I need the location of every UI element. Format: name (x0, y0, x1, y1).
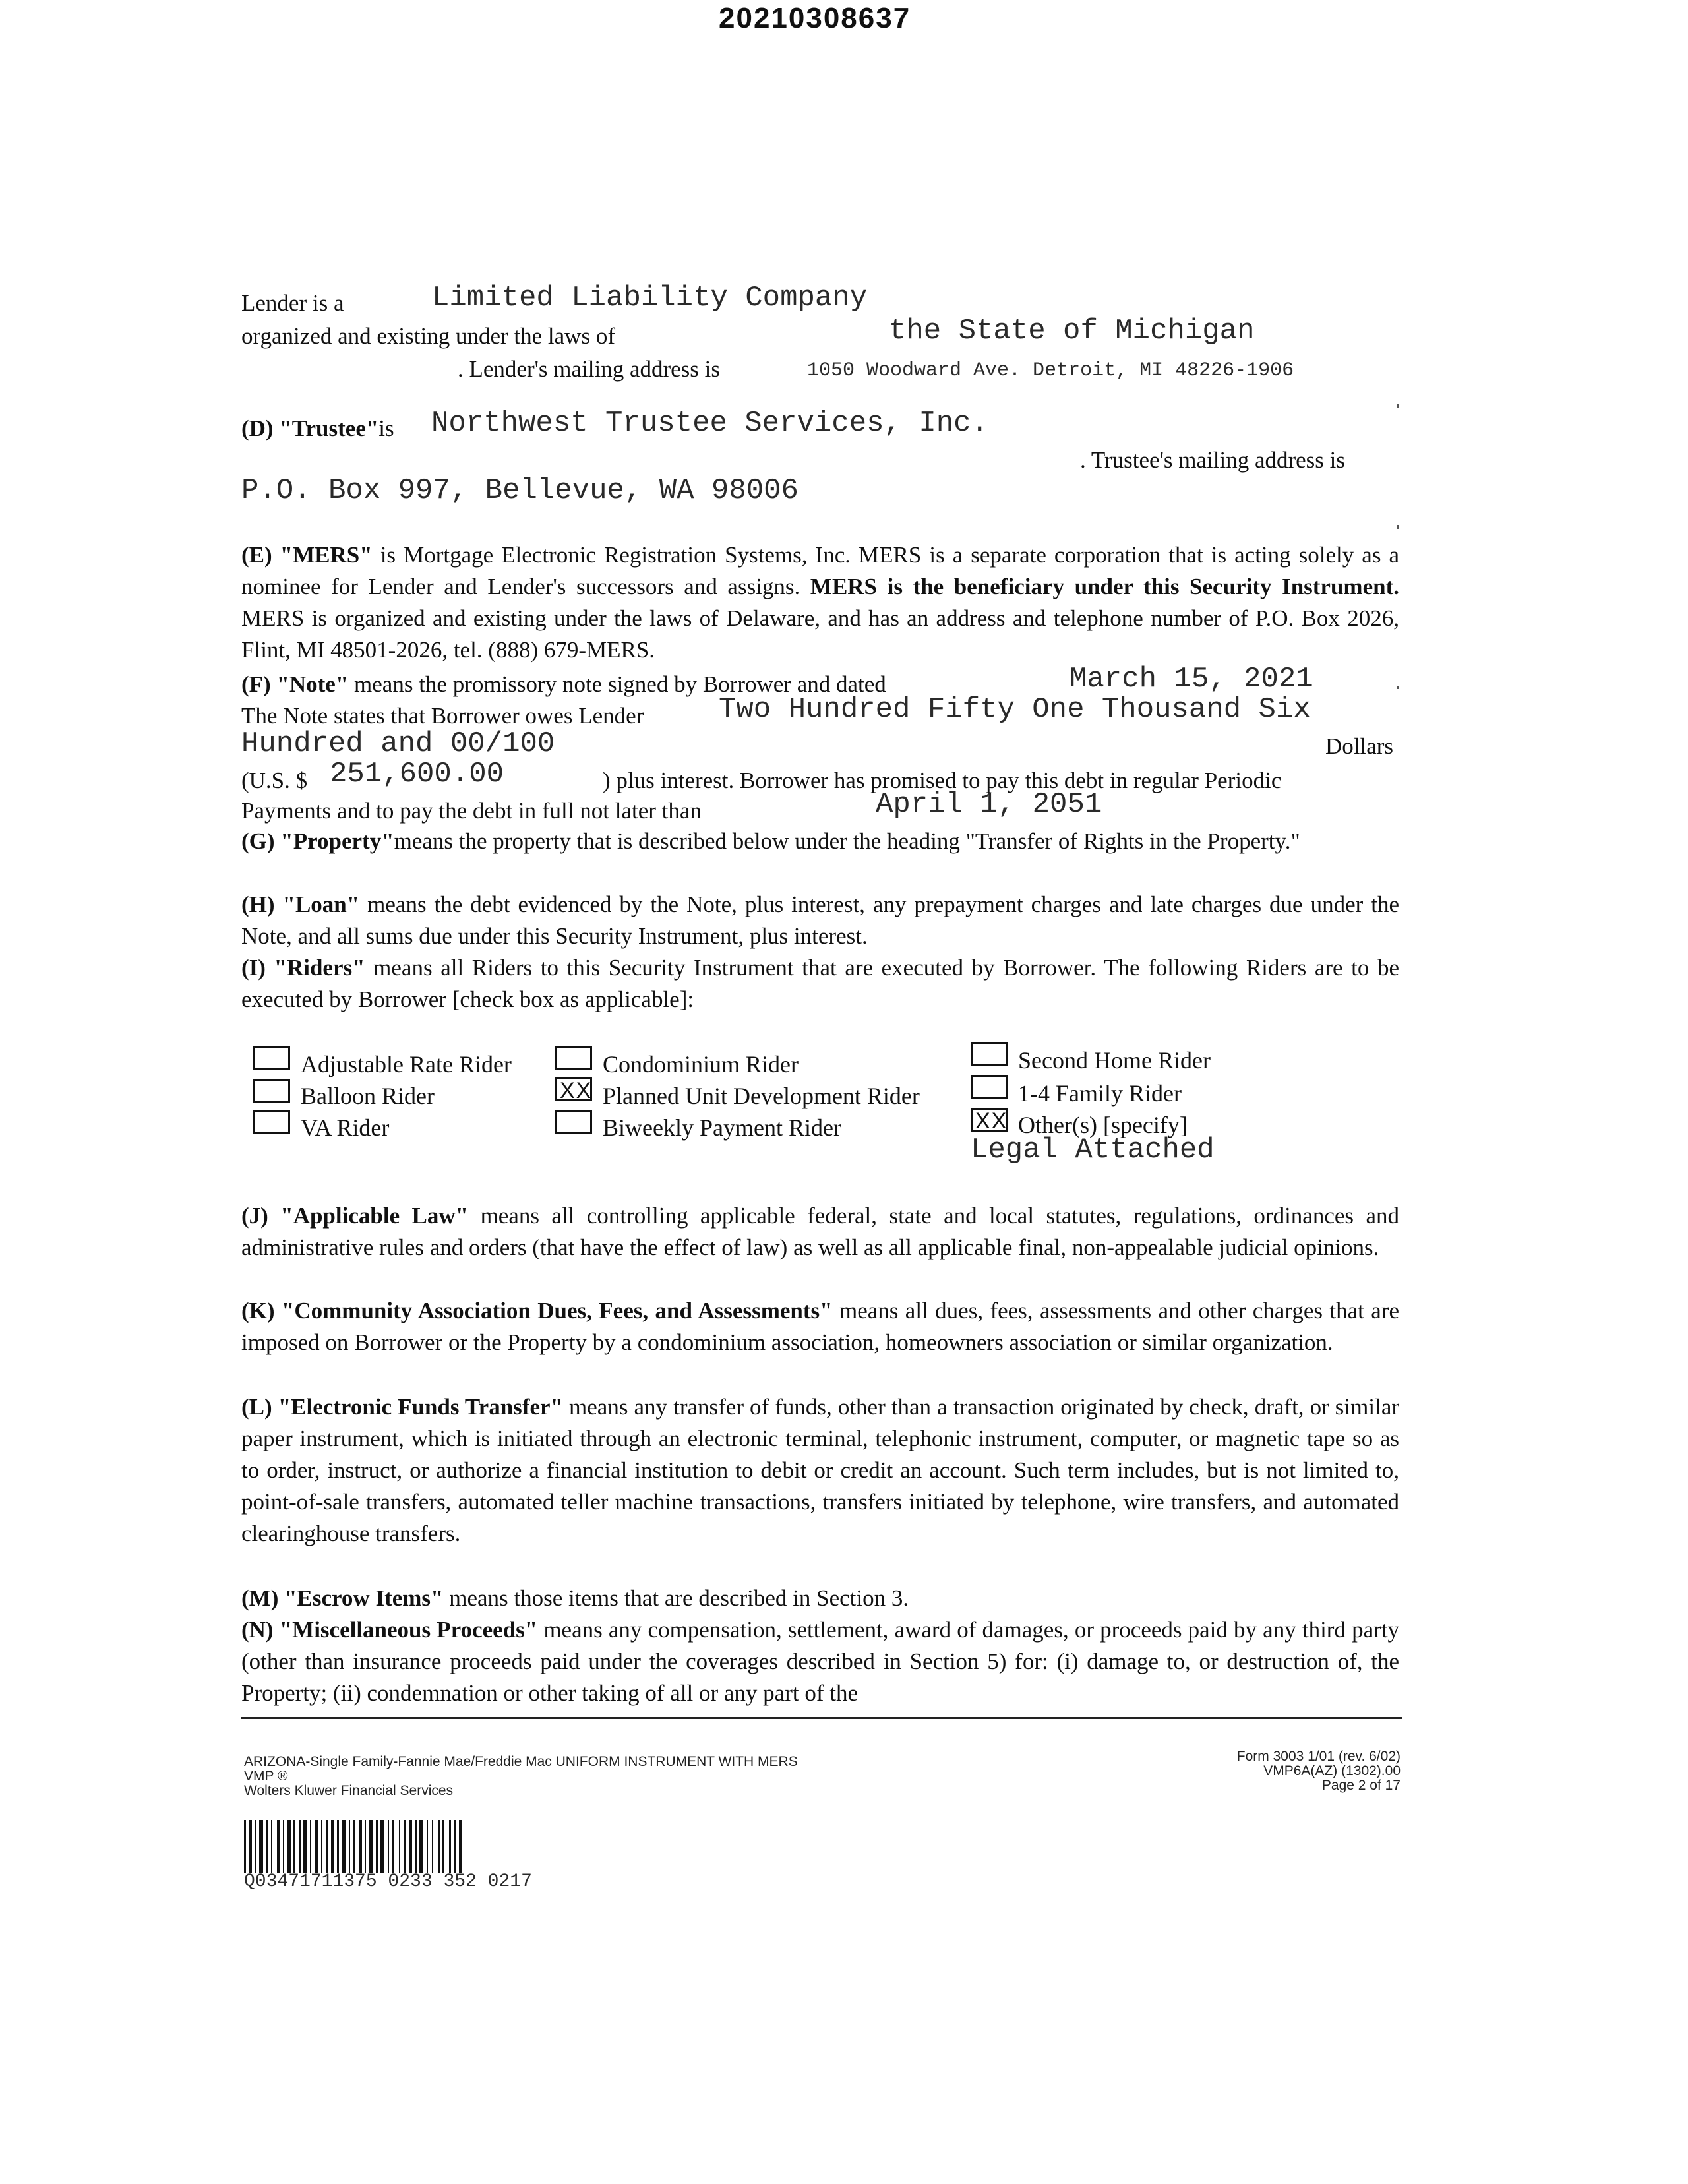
rider-label-1-4-family: 1-4 Family Rider (1018, 1080, 1182, 1107)
rider-label-other: Other(s) [specify] (1018, 1112, 1188, 1138)
rider-checkbox-other[interactable] (971, 1108, 1008, 1132)
note-us-prefix: (U.S. $ (241, 768, 308, 793)
rider-checkbox-second-home[interactable] (971, 1042, 1008, 1066)
lender-address: 1050 Woodward Ave. Detroit, MI 48226-1906 (807, 359, 1294, 382)
note-maturity-date: April 1, 2051 (876, 788, 1102, 821)
barcode-bar (376, 1820, 378, 1873)
barcode-bar (392, 1820, 394, 1873)
note-amount-words-2: Hundred and 00/100 (241, 727, 555, 760)
barcode-bar (337, 1820, 339, 1873)
barcode-bar (249, 1820, 252, 1873)
barcode-bar (409, 1820, 412, 1873)
note-amount-words-1: Two Hundred Fifty One Thousand Six (719, 693, 1311, 726)
trustee-is: is (378, 415, 394, 441)
trustee-address: P.O. Box 997, Bellevue, WA 98006 (241, 474, 799, 507)
lender-mailing-text: . Lender's mailing address is (458, 356, 721, 382)
barcode-bar (427, 1820, 428, 1873)
eft-label: (L) "Electronic Funds Transfer" (241, 1394, 563, 1420)
scan-mark (1397, 686, 1399, 689)
barcode-bar (404, 1820, 406, 1873)
rider-label-biweekly-payment: Biweekly Payment Rider (603, 1114, 841, 1141)
footer-page-number: Page 2 of 17 (1321, 1778, 1401, 1793)
barcode-bar (454, 1820, 456, 1873)
eft-text: means any transfer of funds, other than a transaction originated by check, draft, or similar paper instrument, which is initiated through an electronic terminal, telephonic instrument, computer, or magnetic tape so as to order, instruct, or authorize a financial institution to debit or credit an account. Such term includes, but is not limited to, point-of-sale transfers, automated teller machine transactions, transfers initiated by telephone, wire transfers, and automated clearinghouse transfers. (241, 1394, 1400, 1546)
misc-proceeds-text: means any compensation, settlement, award of damages, or proceeds paid by any third party (other than insurance proceeds paid under the coverages described in Section 5) for: (i) damage to, or destruction of, the Property; (ii) condemnation or other taking of all or any part of the (241, 1617, 1399, 1706)
riders-text: means all Riders to this Security Instrument that are executed by Borrower. The following Riders are to be executed by Borrower [check box as applicable]: (241, 955, 1400, 1012)
note-amount: 251,600.00 (330, 758, 504, 791)
barcode-bar (419, 1820, 423, 1873)
barcode-bar (271, 1820, 272, 1873)
footer-form-title: ARIZONA-Single Family-Fannie Mae/Freddie Mac UNIFORM INSTRUMENT WITH MERS (244, 1754, 798, 1769)
barcode-bar (259, 1820, 263, 1873)
trustee-name: Northwest Trustee Services, Inc. (431, 407, 988, 440)
document-number: 20210308637 (719, 2, 911, 34)
scan-mark (1397, 525, 1399, 529)
footer-divider (241, 1717, 1402, 1719)
loan-definition (241, 889, 1399, 952)
rider-label-adjustable-rate: Adjustable Rate Rider (301, 1051, 512, 1077)
barcode-bar (365, 1820, 366, 1873)
misc-proceeds-definition (241, 1614, 1399, 1709)
checkbox-mark: XX (975, 1108, 1008, 1134)
barcode-bar (349, 1820, 350, 1873)
rider-label-balloon: Balloon Rider (301, 1083, 435, 1109)
riders-label: (I) "Riders" (241, 955, 365, 981)
rider-checkbox-1-4-family[interactable] (971, 1075, 1008, 1099)
property-text: means the property that is described below under the heading "Transfer of Rights in the Property." (394, 828, 1300, 854)
community-association-text: means all dues, fees, assessments and other charges that are imposed on Borrower or the Property by a condominium association, homeowners association or similar organization. (241, 1298, 1399, 1355)
barcode-bar (315, 1820, 318, 1873)
rider-label-second-home: Second Home Rider (1018, 1047, 1211, 1074)
barcode-bar (388, 1820, 389, 1873)
barcode-bar (415, 1820, 417, 1873)
note-date: March 15, 2021 (1070, 663, 1313, 696)
barcode-bar (266, 1820, 268, 1873)
barcode-bar (303, 1820, 307, 1873)
loan-label: (H) "Loan" (241, 892, 360, 917)
loan-text: means the debt evidenced by the Note, plus interest, any prepayment charges and late charges due under the Note, and all sums due under this Security Instrument, plus interest. (241, 892, 1399, 949)
footer-vmp-code: VMP6A(AZ) (1302).00 (1263, 1763, 1401, 1778)
escrow-items-text: means those items that are described in Section 3. (449, 1585, 909, 1611)
eft-definition (241, 1391, 1399, 1550)
barcode-bar (359, 1820, 362, 1873)
rider-checkbox-biweekly-payment[interactable] (555, 1110, 592, 1134)
lender-type: Limited Liability Company (432, 282, 868, 315)
applicable-law-definition (241, 1200, 1399, 1263)
barcode-bar (244, 1820, 246, 1873)
checkbox-mark: XX (560, 1078, 593, 1103)
mers-bold: MERS is the beneficiary under this Security Instrument. (810, 574, 1399, 599)
note-text-1: means the promissory note signed by Borrower and dated (354, 671, 886, 697)
barcode-bar (287, 1820, 291, 1873)
document-barcode (244, 1820, 699, 1873)
barcode-bar (449, 1820, 451, 1873)
rider-checkbox-balloon[interactable] (253, 1079, 290, 1103)
rider-checkbox-condominium[interactable] (555, 1046, 592, 1070)
note-text-3: ) plus interest. Borrower has promised to pay this debt in regular Periodic (603, 768, 1282, 793)
barcode-bar (380, 1820, 384, 1873)
mers-text-1: is Mortgage Electronic Registration Systems, Inc. MERS is a separate corporation that is acting solely as a nominee for Lender and Lender's successors and assigns. (241, 542, 1400, 599)
barcode-bar (293, 1820, 295, 1873)
barcode-bar (369, 1820, 373, 1873)
trustee-mailing-text: . Trustee's mailing address is (1080, 447, 1346, 473)
barcode-bar (459, 1820, 462, 1873)
barcode-bar (310, 1820, 311, 1873)
note-text-2: The Note states that Borrower owes Lender (241, 703, 644, 729)
note-dollars: Dollars (1325, 733, 1394, 759)
barcode-bar (342, 1820, 346, 1873)
trustee-label: (D) "Trustee" (241, 415, 379, 441)
barcode-bar (299, 1820, 301, 1873)
barcode-bar (432, 1820, 433, 1873)
escrow-items-definition (241, 1583, 1399, 1614)
lender-organized-text: organized and existing under the laws of (241, 323, 615, 349)
mers-text-2: MERS is organized and existing under the laws of Delaware, and has an address and telephone number of P.O. Box 2026, Flint, MI 48501-2026, tel. (888) 679-MERS. (241, 605, 1399, 663)
scan-mark (1397, 404, 1399, 408)
barcode-bar (326, 1820, 328, 1873)
note-text-4: Payments and to pay the debt in full not later than (241, 798, 702, 824)
barcode-bar (442, 1820, 444, 1873)
applicable-law-text: means all controlling applicable federal, state and local statutes, regulations, ordinances and administrative rules and orders (that have the effect of law) as well as all applicable final, non-appealable judicial opinions. (241, 1203, 1399, 1260)
community-association-label: (K) "Community Association Dues, Fees, and Assessments" (241, 1298, 833, 1323)
property-label: (G) "Property" (241, 828, 394, 854)
applicable-law-label: (J) "Applicable Law" (241, 1203, 469, 1228)
rider-label-planned-unit-development: Planned Unit Development Rider (603, 1083, 920, 1109)
rider-checkbox-va[interactable] (253, 1110, 290, 1134)
footer-vmp: VMP ® (244, 1769, 288, 1784)
note-label: (F) "Note" (241, 671, 349, 697)
rider-checkbox-adjustable-rate[interactable] (253, 1046, 290, 1070)
barcode-bar (331, 1820, 334, 1873)
footer-publisher: Wolters Kluwer Financial Services (244, 1783, 454, 1798)
riders-definition (241, 952, 1399, 1016)
misc-proceeds-label: (N) "Miscellaneous Proceeds" (241, 1617, 538, 1643)
mers-label: (E) "MERS" (241, 542, 373, 568)
trustee-line (241, 413, 394, 444)
mers-definition (241, 539, 1399, 666)
barcode-bar (277, 1820, 280, 1873)
footer-form-number: Form 3003 1/01 (rev. 6/02) (1236, 1749, 1401, 1764)
rider-checkbox-planned-unit-development[interactable] (555, 1077, 592, 1101)
escrow-items-label: (M) "Escrow Items" (241, 1585, 444, 1611)
barcode-bar (321, 1820, 322, 1873)
rider-other-specify: Legal Attached (971, 1134, 1215, 1167)
lender-state: the State of Michigan (889, 315, 1255, 348)
barcode-bar (353, 1820, 355, 1873)
community-association-definition (241, 1295, 1399, 1358)
barcode-bar (283, 1820, 284, 1873)
rider-label-va: VA Rider (301, 1114, 390, 1141)
barcode-bar (399, 1820, 400, 1873)
barcode-bar (438, 1820, 440, 1873)
barcode-bar (255, 1820, 256, 1873)
barcode-number: Q03471711375 0233 352 0217 (244, 1871, 532, 1892)
rider-label-condominium: Condominium Rider (603, 1051, 799, 1077)
lender-prefix: Lender is a (241, 290, 344, 316)
property-definition (241, 826, 1399, 857)
